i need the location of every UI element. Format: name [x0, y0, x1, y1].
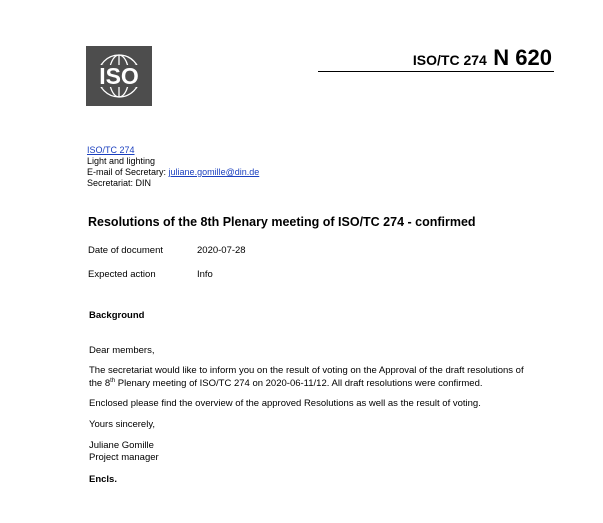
- paragraph-1-line-1: The secretariat would like to inform you on the result of voting on the Approval of the draft resolutions of: [89, 365, 524, 376]
- greeting: Dear members,: [89, 345, 155, 356]
- signer-name: Juliane Gomille: [89, 440, 154, 451]
- date-value: 2020-07-28: [197, 245, 246, 256]
- header-divider: [318, 71, 554, 72]
- background-heading: Background: [89, 310, 145, 321]
- committee-name: Light and lighting: [87, 156, 156, 166]
- action-value: Info: [197, 269, 213, 280]
- secretariat: Secretariat: DIN: [87, 178, 152, 188]
- closing: Yours sincerely,: [89, 419, 156, 430]
- action-label: Expected action: [88, 269, 156, 280]
- paragraph-1-line-2: the 8th Plenary meeting of ISO/TC 274 on 2020-06-11/12. All draft resolutions were confirmed.: [89, 377, 483, 389]
- iso-logo: [86, 46, 152, 106]
- committee-info: [87, 145, 259, 189]
- logo-text: ISO: [99, 63, 139, 89]
- document-number-value: N 620: [493, 45, 552, 70]
- paragraph-1: [89, 365, 524, 390]
- secretary-email-link[interactable]: juliane.gomille@din.de: [168, 167, 260, 177]
- document-title: Resolutions of the 8th Plenary meeting of ISO/TC 274 - confirmed: [88, 215, 476, 229]
- date-label: Date of document: [88, 245, 163, 256]
- paragraph-2: Enclosed please find the overview of the approved Resolutions as well as the result of voting.: [89, 398, 481, 409]
- email-label: E-mail of Secretary:: [87, 167, 167, 177]
- signer-role: Project manager: [89, 452, 159, 463]
- committee-link[interactable]: ISO/TC 274: [87, 145, 135, 155]
- document-number: [413, 45, 552, 71]
- document-prefix: ISO/TC 274: [412, 52, 487, 68]
- enclosures: Encls.: [89, 474, 117, 485]
